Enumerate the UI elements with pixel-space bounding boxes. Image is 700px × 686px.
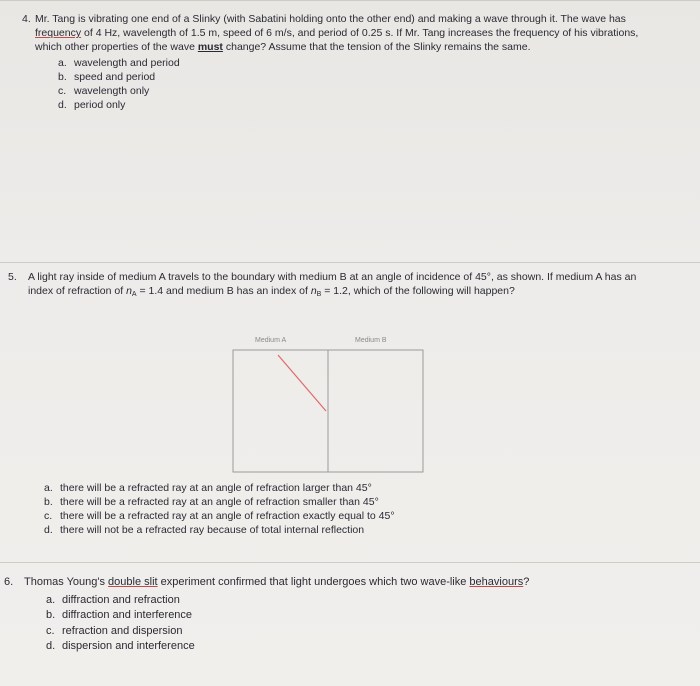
question-stem: A light ray inside of medium A travels to the boundary with medium B at an angle of incidence of 45°, as shown. If medium A has an index of refraction of $n_A = 1.4$ and medium B has an index of $n_B = 1.2$, which of the following will happen? [28,271,637,298]
choice-item[interactable]: d. there will not be a refracted ray because of total internal reflection [44,524,365,536]
choice-item[interactable]: b. diffraction and interference [46,609,193,621]
choice-item[interactable]: d. dispersion and interference [46,640,195,652]
choice-list [46,593,644,655]
question-number: 5. [8,271,17,283]
question-number: 6. [4,576,14,588]
emphasized-term: must [197,41,223,53]
choice-item[interactable]: b. there will be a refracted ray at an angle of refraction smaller than 45° [44,496,379,508]
choice-item[interactable]: b. speed and period [58,71,156,83]
choice-item[interactable]: c. wavelength only [58,85,150,97]
diagram-svg [230,345,480,480]
choice-list [44,481,664,537]
refraction-diagram [230,337,480,480]
question-stem: Mr. Tang is vibrating one end of a Slinky (with Sabatini holding onto the other end) and making a wave through it. The wave has frequency of 4 Hz, wavelength of 1.5 m, speed of 6 m/s, and period of 0.25 s. If Mr. Tang increases the frequency of his vibrations, which other properties of the wave must change? Assume that the tension of the Slinky remains the same. [35,13,639,53]
section-divider [0,562,700,563]
question-5-choices [44,481,664,537]
section-divider [0,262,700,263]
choice-item[interactable]: c. refraction and dispersion [46,624,183,637]
question-number: 4. [22,13,31,25]
choice-list [58,56,662,112]
underlined-term: double slit [108,576,158,588]
question-5 [8,270,658,302]
question-4 [22,12,662,112]
question-6 [4,575,644,655]
choice-item[interactable]: a. there will be a refracted ray at an angle of refraction larger than 45° [44,482,372,494]
underlined-term: frequency [35,27,82,39]
incident-ray [278,355,326,411]
choice-item[interactable]: c. there will be a refracted ray at an angle of refraction exactly equal to 45° [44,510,395,522]
underlined-term: behaviours [469,576,524,588]
medium-a-label: Medium A [255,337,287,344]
choice-item[interactable]: a. wavelength and period [58,57,180,69]
medium-b-label: Medium B [355,337,387,344]
question-stem: Thomas Young's double slit experiment confirmed that light undergoes which two wave-like behaviours? [24,576,530,588]
choice-item[interactable]: a. diffraction and refraction [46,593,180,606]
top-divider [0,0,700,1]
choice-item[interactable]: d. period only [58,99,126,111]
